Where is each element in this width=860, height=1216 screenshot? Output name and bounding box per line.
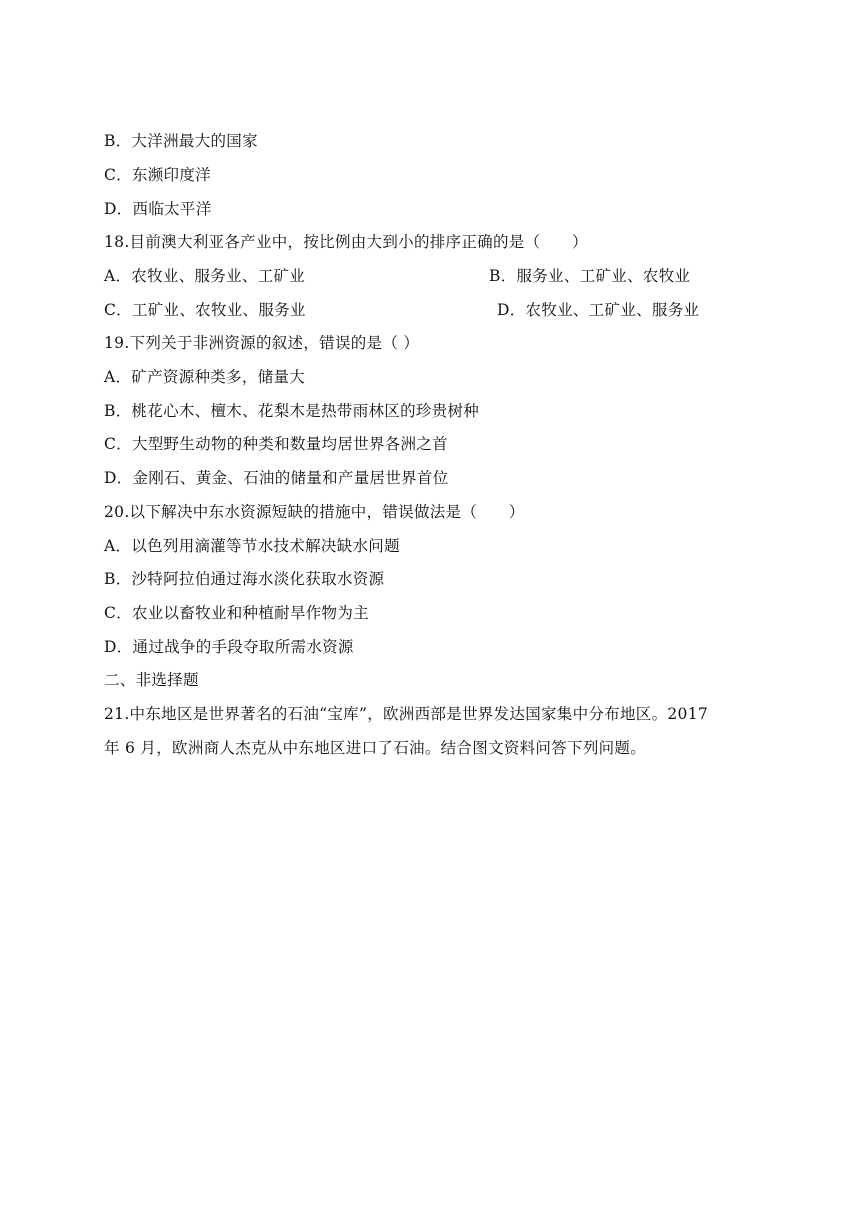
q18-option-b: B．服务业、工矿业、农牧业 [489,267,691,285]
q21-stem-line-1: 21.中东地区是世界著名的石油“宝库”，欧洲西部是世界发达国家集中分布地区。2017 [104,705,709,723]
q20-option-c: C．农业以畜牧业和种植耐旱作物为主 [104,604,369,622]
q20-option-d: D．通过战争的手段夺取所需水资源 [104,638,354,656]
q17-option-b: B．大洋洲最大的国家 [104,132,258,150]
q20-option-b: B．沙特阿拉伯通过海水淡化获取水资源 [104,570,385,588]
q18-option-d: D．农牧业、工矿业、服务业 [497,301,700,319]
q20-stem: 20.以下解决中东水资源短缺的措施中，错误做法是（ ） [104,503,525,521]
q21-stem-line-2: 年 6 月，欧洲商人杰克从中东地区进口了石油。结合图文资料问答下列问题。 [104,739,647,757]
q19-stem: 19.下列关于非洲资源的叙述，错误的是（ ） [104,334,420,352]
q20-option-a: A．以色列用滴灌等节水技术解决缺水问题 [104,537,400,555]
q19-option-c: C．大型野生动物的种类和数量均居世界各洲之首 [104,435,448,453]
q19-option-a: A．矿产资源种类多，储量大 [104,368,306,386]
q18-stem: 18.目前澳大利亚各产业中，按比例由大到小的排序正确的是（ ） [104,233,588,251]
section-heading-non-choice: 二、非选择题 [104,671,199,689]
q17-option-d: D．西临太平洋 [104,200,212,218]
q18-option-c: C．工矿业、农牧业、服务业 [104,301,306,319]
q19-option-b: B．桃花心木、檀木、花梨木是热带雨林区的珍贵树种 [104,402,480,420]
q19-option-d: D．金刚石、黄金、石油的储量和产量居世界首位 [104,469,449,487]
q18-option-a: A．农牧业、服务业、工矿业 [104,267,306,285]
q17-option-c: C．东濒印度洋 [104,166,211,184]
